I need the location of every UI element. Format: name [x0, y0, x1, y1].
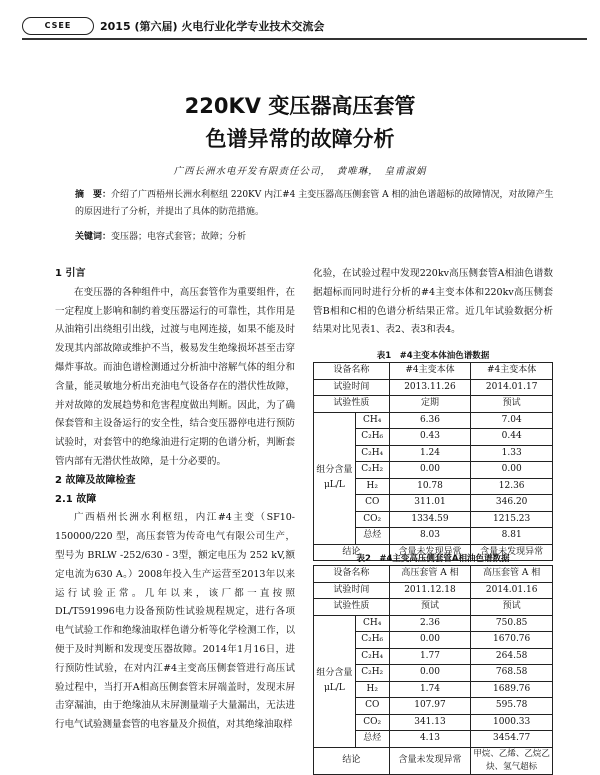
- results-paragraph: 化验，在试验过程中发现220kv高压侧套管A相油色谱数据超标而同时进行分析的#4主变本体和220kv高压侧套管B相和C相的色谱分析结果正常。近几年试验数据分析结果对比见表1、表2、表3和表4。: [313, 268, 553, 336]
- table1-time-label: 试验时间: [314, 379, 390, 396]
- table-cell: 0.44: [471, 429, 553, 446]
- table2-time-a: 2011.12.18: [389, 582, 471, 599]
- abstract: [75, 187, 555, 221]
- table1-nature-a: 定期: [389, 396, 471, 413]
- table-cell: 4.13: [389, 731, 471, 748]
- table1-header-name: 设备名称: [314, 363, 390, 380]
- table-cell: 6.36: [389, 412, 471, 429]
- table-cell: C₂H₂: [355, 462, 389, 479]
- table-cell: 总烃: [355, 731, 389, 748]
- table1: [313, 362, 553, 561]
- table-cell: 0.00: [389, 632, 471, 649]
- table-cell: 341.13: [389, 714, 471, 731]
- paper-title-line1: 220KV 变压器高压套管: [184, 94, 416, 118]
- table-cell: 10.78: [389, 478, 471, 495]
- table-cell: 264.58: [471, 648, 553, 665]
- table-cell: CO: [355, 495, 389, 512]
- table-cell: 1.33: [471, 445, 553, 462]
- table-cell: 768.58: [471, 665, 553, 682]
- table2-header-a: 高压套管 A 相: [389, 566, 471, 583]
- table1-header-a: #4主变本体: [389, 363, 471, 380]
- table-cell: 8.03: [389, 528, 471, 545]
- table-cell: 311.01: [389, 495, 471, 512]
- table-cell: 1689.76: [471, 681, 553, 698]
- keywords-text: 变压器；电容式套管；故障；分析: [111, 232, 247, 242]
- section-2-1-heading: 2.1 故障: [55, 493, 97, 505]
- table1-conclusion-b: 含量未发现异常: [471, 544, 553, 561]
- table-cell: H₂: [355, 478, 389, 495]
- table1-conclusion-label: 结论: [314, 544, 390, 561]
- conference-header: [22, 17, 587, 35]
- table-cell: 1.24: [389, 445, 471, 462]
- conference-name: 2015 (第六届) 火电行业化学专业技术交流会: [100, 20, 325, 33]
- paper-title-line2: 色谱异常的故障分析: [205, 127, 395, 151]
- table-cell: C₂H₆: [355, 429, 389, 446]
- table-cell: 1.77: [389, 648, 471, 665]
- table2-time-b: 2014.01.16: [471, 582, 553, 599]
- fault-paragraph: 广西梧州长洲水利枢纽，内江#4主变（SF10-150000/220 型，高压套管为传奇电气有限公司生产，型号为 BRLW -252/630 - 3型，额定电压为 252 kV,额定电流为630 A。）2008年投入生产运营至2013年以来运行试验正常。几年以来，该厂都一直按照DL/T591996电力设备预防性试验规程规定，进行各项电气试验工作和绝缘油取样色谱分析等化学检测工作，以便于及时判断和发现变压器故障。2014年1月16日，进行预防性试验，在对内江#4主变高压侧套管进行高压试验过程中，当打开A相高压侧套管末屏端盖时，发现末屏击穿漏油，由于绝缘油从末屏测量端子大量漏出，无法进行电气试验测量套管的电容量及介损值，对其绝缘油取样: [55, 512, 295, 731]
- table-cell: C₂H₄: [355, 648, 389, 665]
- table2-nature-a: 预试: [389, 599, 471, 616]
- keywords-label: 关键词：: [75, 232, 112, 242]
- table-cell: 595.78: [471, 698, 553, 715]
- table1-conclusion-a: 含量未发现异常: [389, 544, 471, 561]
- table2-conclusion-label: 结论: [314, 747, 390, 774]
- table-cell: 2.36: [389, 615, 471, 632]
- table-cell: CH₄: [355, 615, 389, 632]
- table-cell: 107.97: [389, 698, 471, 715]
- table-cell: 1215.23: [471, 511, 553, 528]
- table-cell: 1334.59: [389, 511, 471, 528]
- right-column: [313, 265, 553, 340]
- table-cell: 0.00: [389, 462, 471, 479]
- left-column: [55, 265, 295, 735]
- abstract-label: 摘 要：: [75, 190, 112, 200]
- header-rule: [22, 38, 587, 40]
- table-cell: 8.81: [471, 528, 553, 545]
- table-cell: C₂H₂: [355, 665, 389, 682]
- table-cell: 1000.33: [471, 714, 553, 731]
- table2-time-label: 试验时间: [314, 582, 390, 599]
- table-cell: H₂: [355, 681, 389, 698]
- table1-group-label: 组分含量μL/L: [314, 412, 356, 544]
- table-cell: 0.00: [389, 665, 471, 682]
- section-1-heading: 1 引言: [55, 268, 86, 279]
- table-cell: 12.36: [471, 478, 553, 495]
- table2-header-b: 高压套管 A 相: [471, 566, 553, 583]
- table-cell: 0.00: [471, 462, 553, 479]
- table1-time-a: 2013.11.26: [389, 379, 471, 396]
- table-cell: 346.20: [471, 495, 553, 512]
- table-cell: CO: [355, 698, 389, 715]
- table2-header-name: 设备名称: [314, 566, 390, 583]
- paper-authors: 广西长洲水电开发有限责任公司， 黄唯琳， 皇甫淑娟: [173, 166, 427, 177]
- table1-header-b: #4主变本体: [471, 363, 553, 380]
- table-cell: 1.74: [389, 681, 471, 698]
- table-cell: 750.85: [471, 615, 553, 632]
- intro-paragraph: 在变压器的各种组件中，高压套管作为重要组件，在一定程度上影响和制约着变压器运行的可靠性，其作用是从油箱引出绕组引出线，过渡与电网连接，如果不能及时发现其内部故障或维护不当，极易发生绝缘损坏甚至击穿爆炸事故。而油色谱检测通过分析油中溶解气体的组分和含量，能灵敏地分析出充油电气设备存在的潜伏性故障，并对故障的发展趋势和危害程度做出判断。因此，为了确保套管和主设备运行的安全性，结合变压器停电进行预防试验时，对套管中的绝缘油进行定期的色谱分析，判断套管内部有无潜伏性故障，是十分必要的。: [55, 286, 295, 467]
- table1-caption: 表1 #4主变本体油色谱数据: [376, 351, 490, 361]
- table2-nature-label: 试验性质: [314, 599, 390, 616]
- table-cell: C₂H₆: [355, 632, 389, 649]
- section-2-heading: 2 故障及故障检查: [55, 474, 136, 486]
- table-cell: 总烃: [355, 528, 389, 545]
- table-cell: CO₂: [355, 714, 389, 731]
- table1-nature-label: 试验性质: [314, 396, 390, 413]
- table2-conclusion-b: 甲烷、乙烯、乙烷乙炔、氢气超标: [471, 747, 553, 774]
- table-cell: C₂H₄: [355, 445, 389, 462]
- csee-logo: CSEE: [22, 17, 94, 35]
- table-cell: 3454.77: [471, 731, 553, 748]
- table2-group-label: 组分含量μL/L: [314, 615, 356, 747]
- table-cell: 0.43: [389, 429, 471, 446]
- table1-time-b: 2014.01.17: [471, 379, 553, 396]
- table1-nature-b: 预试: [471, 396, 553, 413]
- table2-conclusion-a: 含量未发现异常: [389, 747, 471, 774]
- abstract-text: 介绍了广西梧州长洲水利枢纽 220KV 内江#4 主变压器高压侧套管 A 相的油色谱超标的故障情况，对故障产生的原因进行了分析，并提出了具体的防范措施。: [75, 190, 554, 217]
- table-cell: 1670.76: [471, 632, 553, 649]
- table2-nature-b: 预试: [471, 599, 553, 616]
- table2: [313, 565, 553, 775]
- keywords: [75, 229, 555, 242]
- table-cell: 7.04: [471, 412, 553, 429]
- table-cell: CO₂: [355, 511, 389, 528]
- table-cell: CH₄: [355, 412, 389, 429]
- table2-caption: 表2 #4主变高压侧套管A相油色谱数据: [356, 554, 510, 564]
